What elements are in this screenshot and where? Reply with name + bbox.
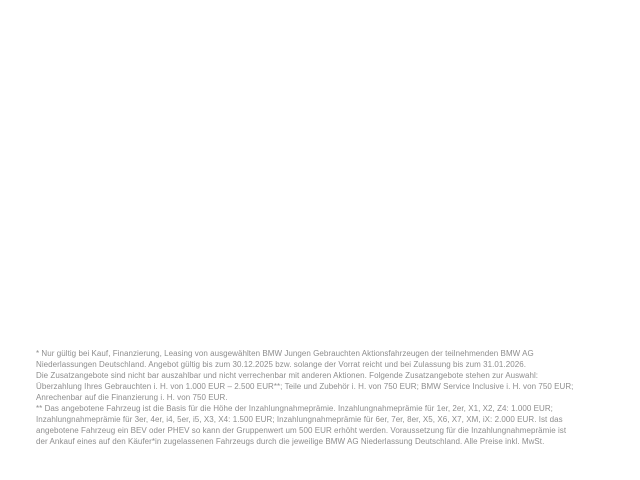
disclaimer-line: ** Das angebotene Fahrzeug ist die Basis für die Höhe der Inzahlungnahmeprämie. Inzahlungnahmeprämie für 1er, 2er, X1, X2, Z4: 1.000 EUR; (36, 404, 553, 413)
disclaimer-line: Niederlassungen Deutschland. Angebot gültig bis zum 30.12.2025 bzw. solange der Vorrat reicht und bei Zulassung bis zum 31.01.2026. (36, 360, 526, 369)
disclaimer-line: Die Zusatzangebote sind nicht bar auszahlbar und nicht verrechenbar mit anderen Aktionen. Folgende Zusatzangebote stehen zur Auswahl: (36, 371, 539, 380)
disclaimer-line: * Nur gültig bei Kauf, Finanzierung, Leasing von ausgewählten BMW Jungen Gebrauchten Aktionsfahrzeugen der teilnehmenden BMW AG (36, 349, 534, 358)
disclaimer-line: der Ankauf eines auf den Käufer*in zugelassenen Fahrzeugs durch die jeweilige BMW AG Niederlassung Deutschland. Alle Preise inkl. MwSt. (36, 437, 545, 446)
disclaimer-line: angebotene Fahrzeug ein BEV oder PHEV so kann der Gruppenwert um 500 EUR erhöht werden. Voraussetzung für die Inzahlungnahmeprämie ist (36, 426, 567, 435)
disclaimer-line: Überzahlung Ihres Gebrauchten i. H. von 1.000 EUR – 2.500 EUR**; Teile und Zubehör i. H. von 750 EUR; BMW Service Inclusive i. H. von 750 EUR; (36, 382, 574, 391)
disclaimer-line: Inzahlungnahmeprämie für 3er, 4er, i4, 5er, i5, X3, X4: 1.500 EUR; Inzahlungnahmeprämie für 6er, 7er, 8er, X5, X6, X7, XM, iX: 2.000 EUR. Ist das (36, 415, 563, 424)
legal-disclaimer-block (36, 348, 632, 447)
disclaimer-line: Anrechenbar auf die Finanzierung i. H. von 750 EUR. (36, 393, 228, 402)
